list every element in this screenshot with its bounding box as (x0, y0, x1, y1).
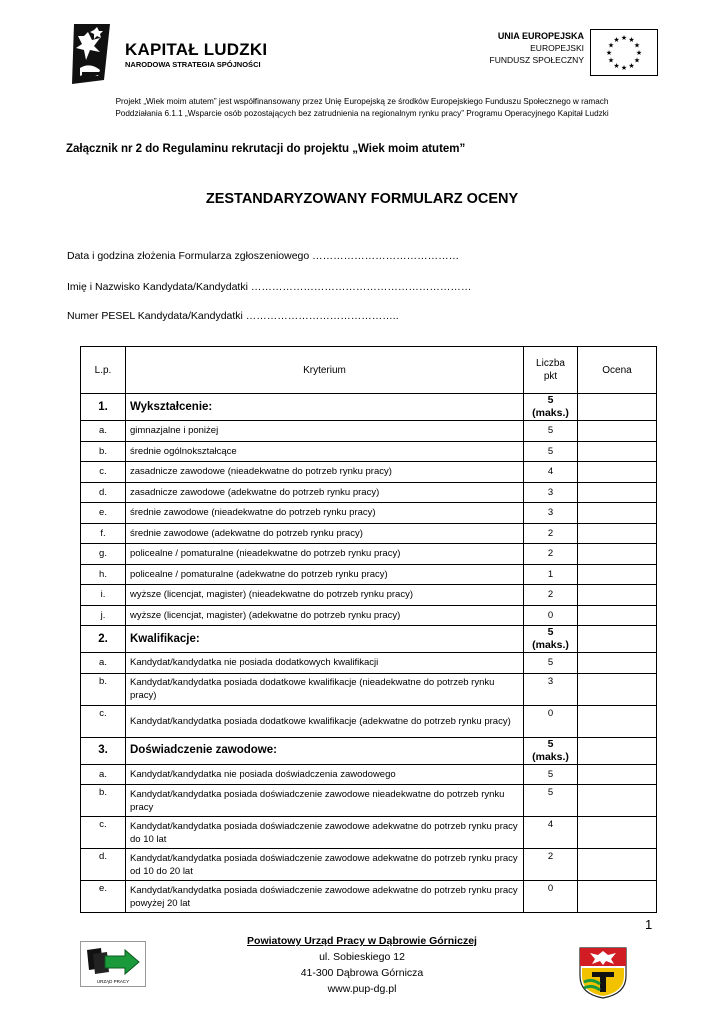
score-cell[interactable] (578, 421, 657, 442)
table-header-row (81, 347, 657, 394)
header-points (524, 347, 578, 394)
footer-city: 41-300 Dąbrowa Górnicza (300, 967, 424, 979)
table-row (81, 764, 657, 785)
project-note (40, 96, 684, 120)
section-points: 5 (maks.) (524, 626, 578, 653)
row-criterion: policealne / pomaturalne (nieadekwatne do potrzeb rynku pracy) (126, 544, 524, 565)
row-criterion: Kandydat/kandydatka posiada doświadczenie zawodowe adekwatne do potrzeb rynku pracy od 10 do 20 lat (126, 849, 524, 881)
row-criterion: wyższe (licencjat, magister) (adekwatne do potrzeb rynku pracy) (126, 605, 524, 626)
row-letter: i. (81, 585, 126, 606)
score-cell[interactable] (578, 626, 657, 653)
section-number: 1. (81, 394, 126, 421)
row-points: 5 (524, 653, 578, 674)
footer-title: Powiatowy Urząd Pracy w Dąbrowie Górniczej (247, 935, 477, 947)
row-letter: b. (81, 441, 126, 462)
eu-line-3: FUNDUSZ SPOŁECZNY (489, 55, 584, 65)
footer-street: ul. Sobieskiego 12 (319, 951, 405, 963)
table-row (81, 705, 657, 737)
score-cell[interactable] (578, 673, 657, 705)
row-criterion: zasadnicze zawodowe (nieadekwatne do potrzeb rynku pracy) (126, 462, 524, 483)
score-cell[interactable] (578, 653, 657, 674)
attachment-title: Załącznik nr 2 do Regulaminu rekrutacji do projektu „Wiek moim atutem” (66, 143, 466, 155)
table-row (81, 544, 657, 565)
score-cell[interactable] (578, 482, 657, 503)
row-letter: e. (81, 881, 126, 913)
row-criterion: policealne / pomaturalne (adekwatne do potrzeb rynku pracy) (126, 564, 524, 585)
table-row (81, 817, 657, 849)
row-criterion: Kandydat/kandydatka posiada dodatkowe kwalifikacje (adekwatne do potrzeb rynku pracy) (126, 705, 524, 737)
section-number: 3. (81, 737, 126, 764)
row-letter: h. (81, 564, 126, 585)
header-points-line-2: pkt (543, 371, 558, 382)
table-row (81, 605, 657, 626)
score-cell[interactable] (578, 605, 657, 626)
table-row (81, 585, 657, 606)
score-cell[interactable] (578, 705, 657, 737)
row-points: 0 (524, 605, 578, 626)
row-criterion: Kandydat/kandydatka posiada dodatkowe kwalifikacje (nieadekwatne do potrzeb rynku pracy) (126, 673, 524, 705)
kapital-ludzki-title: KAPITAŁ LUDZKI (125, 40, 268, 59)
table-row (81, 881, 657, 913)
row-points: 3 (524, 673, 578, 705)
eu-flag-icon (590, 29, 658, 76)
page-number: 1 (645, 917, 653, 932)
score-cell[interactable] (578, 737, 657, 764)
eu-star: ★ (633, 57, 641, 65)
score-cell[interactable] (578, 503, 657, 524)
score-cell[interactable] (578, 441, 657, 462)
score-cell[interactable] (578, 462, 657, 483)
score-cell[interactable] (578, 394, 657, 421)
pup-arrow-icon (81, 942, 145, 978)
score-cell[interactable] (578, 849, 657, 881)
row-letter: a. (81, 421, 126, 442)
row-criterion: zasadnicze zawodowe (adekwatne do potrzeb rynku pracy) (126, 482, 524, 503)
row-points: 4 (524, 462, 578, 483)
header-points-line-1: Liczba (536, 358, 565, 369)
score-cell[interactable] (578, 881, 657, 913)
section-number: 2. (81, 626, 126, 653)
row-points: 5 (524, 421, 578, 442)
section-title: Kwalifikacje: (126, 626, 524, 653)
table-row (81, 849, 657, 881)
eu-star: ★ (605, 50, 613, 57)
row-letter: c. (81, 705, 126, 737)
section-row (81, 394, 657, 421)
row-criterion: Kandydat/kandydatka nie posiada dodatkowych kwalifikacji (126, 653, 524, 674)
candidate-name-field: Imię i Nazwisko Kandydata/Kandydatki ……………………………………………………… (67, 281, 472, 293)
eu-star: ★ (607, 57, 615, 65)
row-letter: e. (81, 503, 126, 524)
table-row (81, 421, 657, 442)
eu-star: ★ (607, 42, 615, 50)
row-points: 5 (524, 764, 578, 785)
row-criterion: gimnazjalne i poniżej (126, 421, 524, 442)
pup-logo (80, 941, 146, 987)
table-row (81, 653, 657, 674)
row-points: 2 (524, 523, 578, 544)
header-lp: L.p. (81, 347, 126, 394)
section-points: 5 (maks.) (524, 394, 578, 421)
section-row (81, 737, 657, 764)
row-points: 2 (524, 585, 578, 606)
section-points: 5 (maks.) (524, 737, 578, 764)
score-cell[interactable] (578, 585, 657, 606)
row-points: 0 (524, 705, 578, 737)
table-row (81, 523, 657, 544)
row-criterion: Kandydat/kandydatka posiada doświadczenie zawodowe adekwatne do potrzeb rynku pracy powyżej 20 lat (126, 881, 524, 913)
row-letter: f. (81, 523, 126, 544)
table-row (81, 785, 657, 817)
table-row (81, 503, 657, 524)
score-cell[interactable] (578, 764, 657, 785)
row-letter: d. (81, 482, 126, 503)
pup-logo-label: URZĄD PRACY (96, 979, 130, 984)
row-points: 3 (524, 503, 578, 524)
header-score: Ocena (578, 347, 657, 394)
footer (200, 933, 524, 997)
table-row (81, 462, 657, 483)
submission-date-field: Data i godzina złożenia Formularza zgłoszeniowego …………………………………… (67, 250, 460, 262)
eu-star: ★ (633, 42, 641, 50)
pesel-field: Numer PESEL Kandydata/Kandydatki …………………………………….. (67, 310, 399, 322)
eu-star: ★ (628, 37, 635, 45)
row-letter: b. (81, 673, 126, 705)
table-row (81, 673, 657, 705)
eu-fund-label (450, 30, 584, 66)
row-letter: a. (81, 764, 126, 785)
row-letter: a. (81, 653, 126, 674)
row-points: 3 (524, 482, 578, 503)
eu-star: ★ (613, 62, 620, 70)
row-points: 5 (524, 785, 578, 817)
row-criterion: średnie ogólnokształcące (126, 441, 524, 462)
project-note-line-2: Poddziałania 6.1.1 „Wsparcie osób pozostających bez zatrudnienia na regionalnym rynku pracy” Programu Operacyjnego Kapitał Ludzki (115, 109, 609, 118)
footer-website-link[interactable]: www.pup-dg.pl (327, 983, 397, 995)
eu-star: ★ (620, 65, 628, 72)
row-criterion: średnie zawodowe (adekwatne do potrzeb rynku pracy) (126, 523, 524, 544)
row-criterion: średnie zawodowe (nieadekwatne do potrzeb rynku pracy) (126, 503, 524, 524)
row-points: 1 (524, 564, 578, 585)
section-title: Doświadczenie zawodowe: (126, 737, 524, 764)
row-letter: b. (81, 785, 126, 817)
kapital-ludzki-subtitle: NARODOWA STRATEGIA SPÓJNOŚCI (125, 60, 261, 69)
eu-star: ★ (613, 37, 620, 45)
row-letter: c. (81, 462, 126, 483)
evaluation-table (80, 346, 657, 913)
row-points: 2 (524, 849, 578, 881)
score-cell[interactable] (578, 564, 657, 585)
header-criterion: Kryterium (126, 347, 524, 394)
project-note-line-1: Projekt „Wiek moim atutem” jest współfinansowany przez Unię Europejską ze środków Europejskiego Funduszu Społecznego w ramach (115, 97, 609, 106)
section-row (81, 626, 657, 653)
table-row (81, 564, 657, 585)
table-row (81, 441, 657, 462)
score-cell[interactable] (578, 785, 657, 817)
row-criterion: Kandydat/kandydatka posiada doświadczenie zawodowe nieadekwatne do potrzeb rynku pracy (126, 785, 524, 817)
eu-star: ★ (628, 62, 635, 70)
eu-star: ★ (635, 50, 643, 57)
section-title: Wykształcenie: (126, 394, 524, 421)
table-row (81, 482, 657, 503)
kapital-ludzki-emblem-icon (70, 22, 126, 86)
row-criterion: wyższe (licencjat, magister) (nieadekwatne do potrzeb rynku pracy) (126, 585, 524, 606)
row-points: 5 (524, 441, 578, 462)
row-letter: g. (81, 544, 126, 565)
city-coat-of-arms-icon (578, 946, 628, 1000)
eu-line-2: EUROPEJSKI (530, 43, 584, 53)
row-letter: c. (81, 817, 126, 849)
row-criterion: Kandydat/kandydatka posiada doświadczenie zawodowe adekwatne do potrzeb rynku pracy do 10 lat (126, 817, 524, 849)
eu-star: ★ (620, 35, 628, 42)
eu-line-1: UNIA EUROPEJSKA (497, 31, 584, 41)
row-letter: j. (81, 605, 126, 626)
row-points: 0 (524, 881, 578, 913)
row-criterion: Kandydat/kandydatka nie posiada doświadczenia zawodowego (126, 764, 524, 785)
score-cell[interactable] (578, 817, 657, 849)
score-cell[interactable] (578, 523, 657, 544)
row-points: 4 (524, 817, 578, 849)
score-cell[interactable] (578, 544, 657, 565)
page-title: ZESTANDARYZOWANY FORMULARZ OCENY (205, 191, 519, 207)
row-points: 2 (524, 544, 578, 565)
row-letter: d. (81, 849, 126, 881)
